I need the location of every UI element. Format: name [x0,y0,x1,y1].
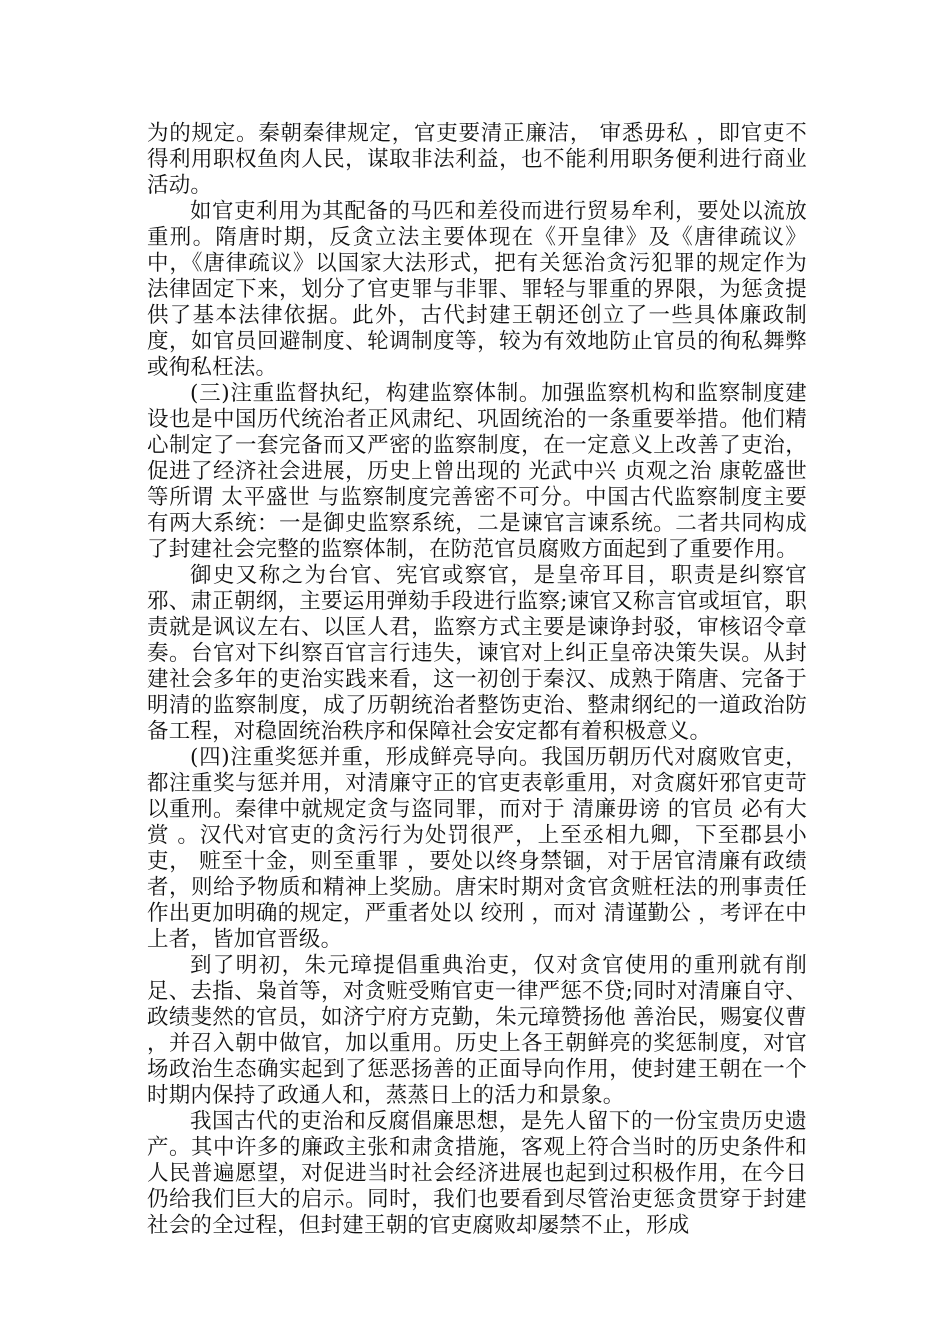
document-page [147,121,807,1261]
paragraph-3: (三)注重监督执纪，构建监察体制。加强监察机构和监察制度建设也是中国历代统治者正风肃纪、巩固统治的一条重要举措。他们精心制定了一套完备而又严密的监察制度，在一定意义上改善了吏治，促进了经济社会进展，历史上曾出现的 光武中兴 贞观之治 康乾盛世 等所谓 太平盛世 与监察制度完善密不可分。中国古代监察制度主要有两大系统：一是御史监察系统，二是谏官言谏系统。二者共同构成了封建社会完整的监察体制，在防范官员腐败方面起到了重要作用。 [147,381,807,562]
paragraph-1: 为的规定。秦朝秦律规定，官吏要清正廉洁， 审悉毋私 ，即官吏不得利用职权鱼肉人民，谋取非法利益，也不能利用职务便利进行商业活动。 [147,121,807,198]
paragraph-2: 如官吏利用为其配备的马匹和差役而进行贸易牟利，要处以流放重刑。隋唐时期，反贪立法主要体现在《开皇律》及《唐律疏议》中，《唐律疏议》以国家大法形式，把有关惩治贪污犯罪的规定作为法律固定下来，划分了官吏罪与非罪、罪轻与罪重的界限，为惩贪提供了基本法律依据。此外，古代封建王朝还创立了一些具体廉政制度，如官员回避制度、轮调制度等，较为有效地防止官员的徇私舞弊或徇私枉法。 [147,199,807,380]
paragraph-6: 到了明初，朱元璋提倡重典治吏，仅对贪官使用的重刑就有削足、去指、枭首等，对贪赃受贿官吏一律严惩不贷;同时对清廉自守、政绩斐然的官员，如济宁府方克勤，朱元璋赞扬他 善治民，赐宴仪曹 ，并召入朝中做官，加以重用。历史上各王朝鲜亮的奖惩制度，对官场政治生态确实起到了惩恶扬善的正面导向作用，使封建王朝在一个时期内保持了政通人和，蒸蒸日上的活力和景象。 [147,953,807,1108]
paragraph-7: 我国古代的吏治和反腐倡廉思想，是先人留下的一份宝贵历史遗产。其中许多的廉政主张和肃贪措施，客观上符合当时的历史条件和人民普遍愿望，对促进当时社会经济进展也起到过积极作用，在今日仍给我们巨大的启示。同时，我们也要看到尽管治吏惩贪贯穿于封建社会的全过程，但封建王朝的官吏腐败却屡禁不止，形成 [147,1109,807,1238]
paragraph-5: (四)注重奖惩并重，形成鲜亮导向。我国历朝历代对腐败官吏，都注重奖与惩并用，对清廉守正的官吏表彰重用，对贪腐奸邪官吏苛以重刑。秦律中就规定贪与盗同罪，而对于 清廉毋谤 的官员 必有大赏 。汉代对官吏的贪污行为处罚很严，上至丞相九卿，下至郡县小吏， 赃至十金，则至重罪 ，要处以终身禁锢，对于居官清廉有政绩者，则给予物质和精神上奖励。唐宋时期对贪官贪赃枉法的刑事责任作出更加明确的规定，严重者处以 绞刑 ，而对 清谨勤公 ，考评在中上者，皆加官晋级。 [147,745,807,952]
paragraph-4: 御史又称之为台官、宪官或察官，是皇帝耳目，职责是纠察官邪、肃正朝纲，主要运用弹劾手段进行监察;谏官又称言官或垣官，职责就是讽议左右、以匡人君，监察方式主要是谏诤封驳，审核诏令章奏。台官对下纠察百官言行违失，谏官对上纠正皇帝决策失误。从封建社会多年的吏治实践来看，这一初创于秦汉、成熟于隋唐、完备于明清的监察制度，成了历朝统治者整饬吏治、整肃纲纪的一道政治防备工程，对稳固统治秩序和保障社会安定都有着积极意义。 [147,563,807,744]
